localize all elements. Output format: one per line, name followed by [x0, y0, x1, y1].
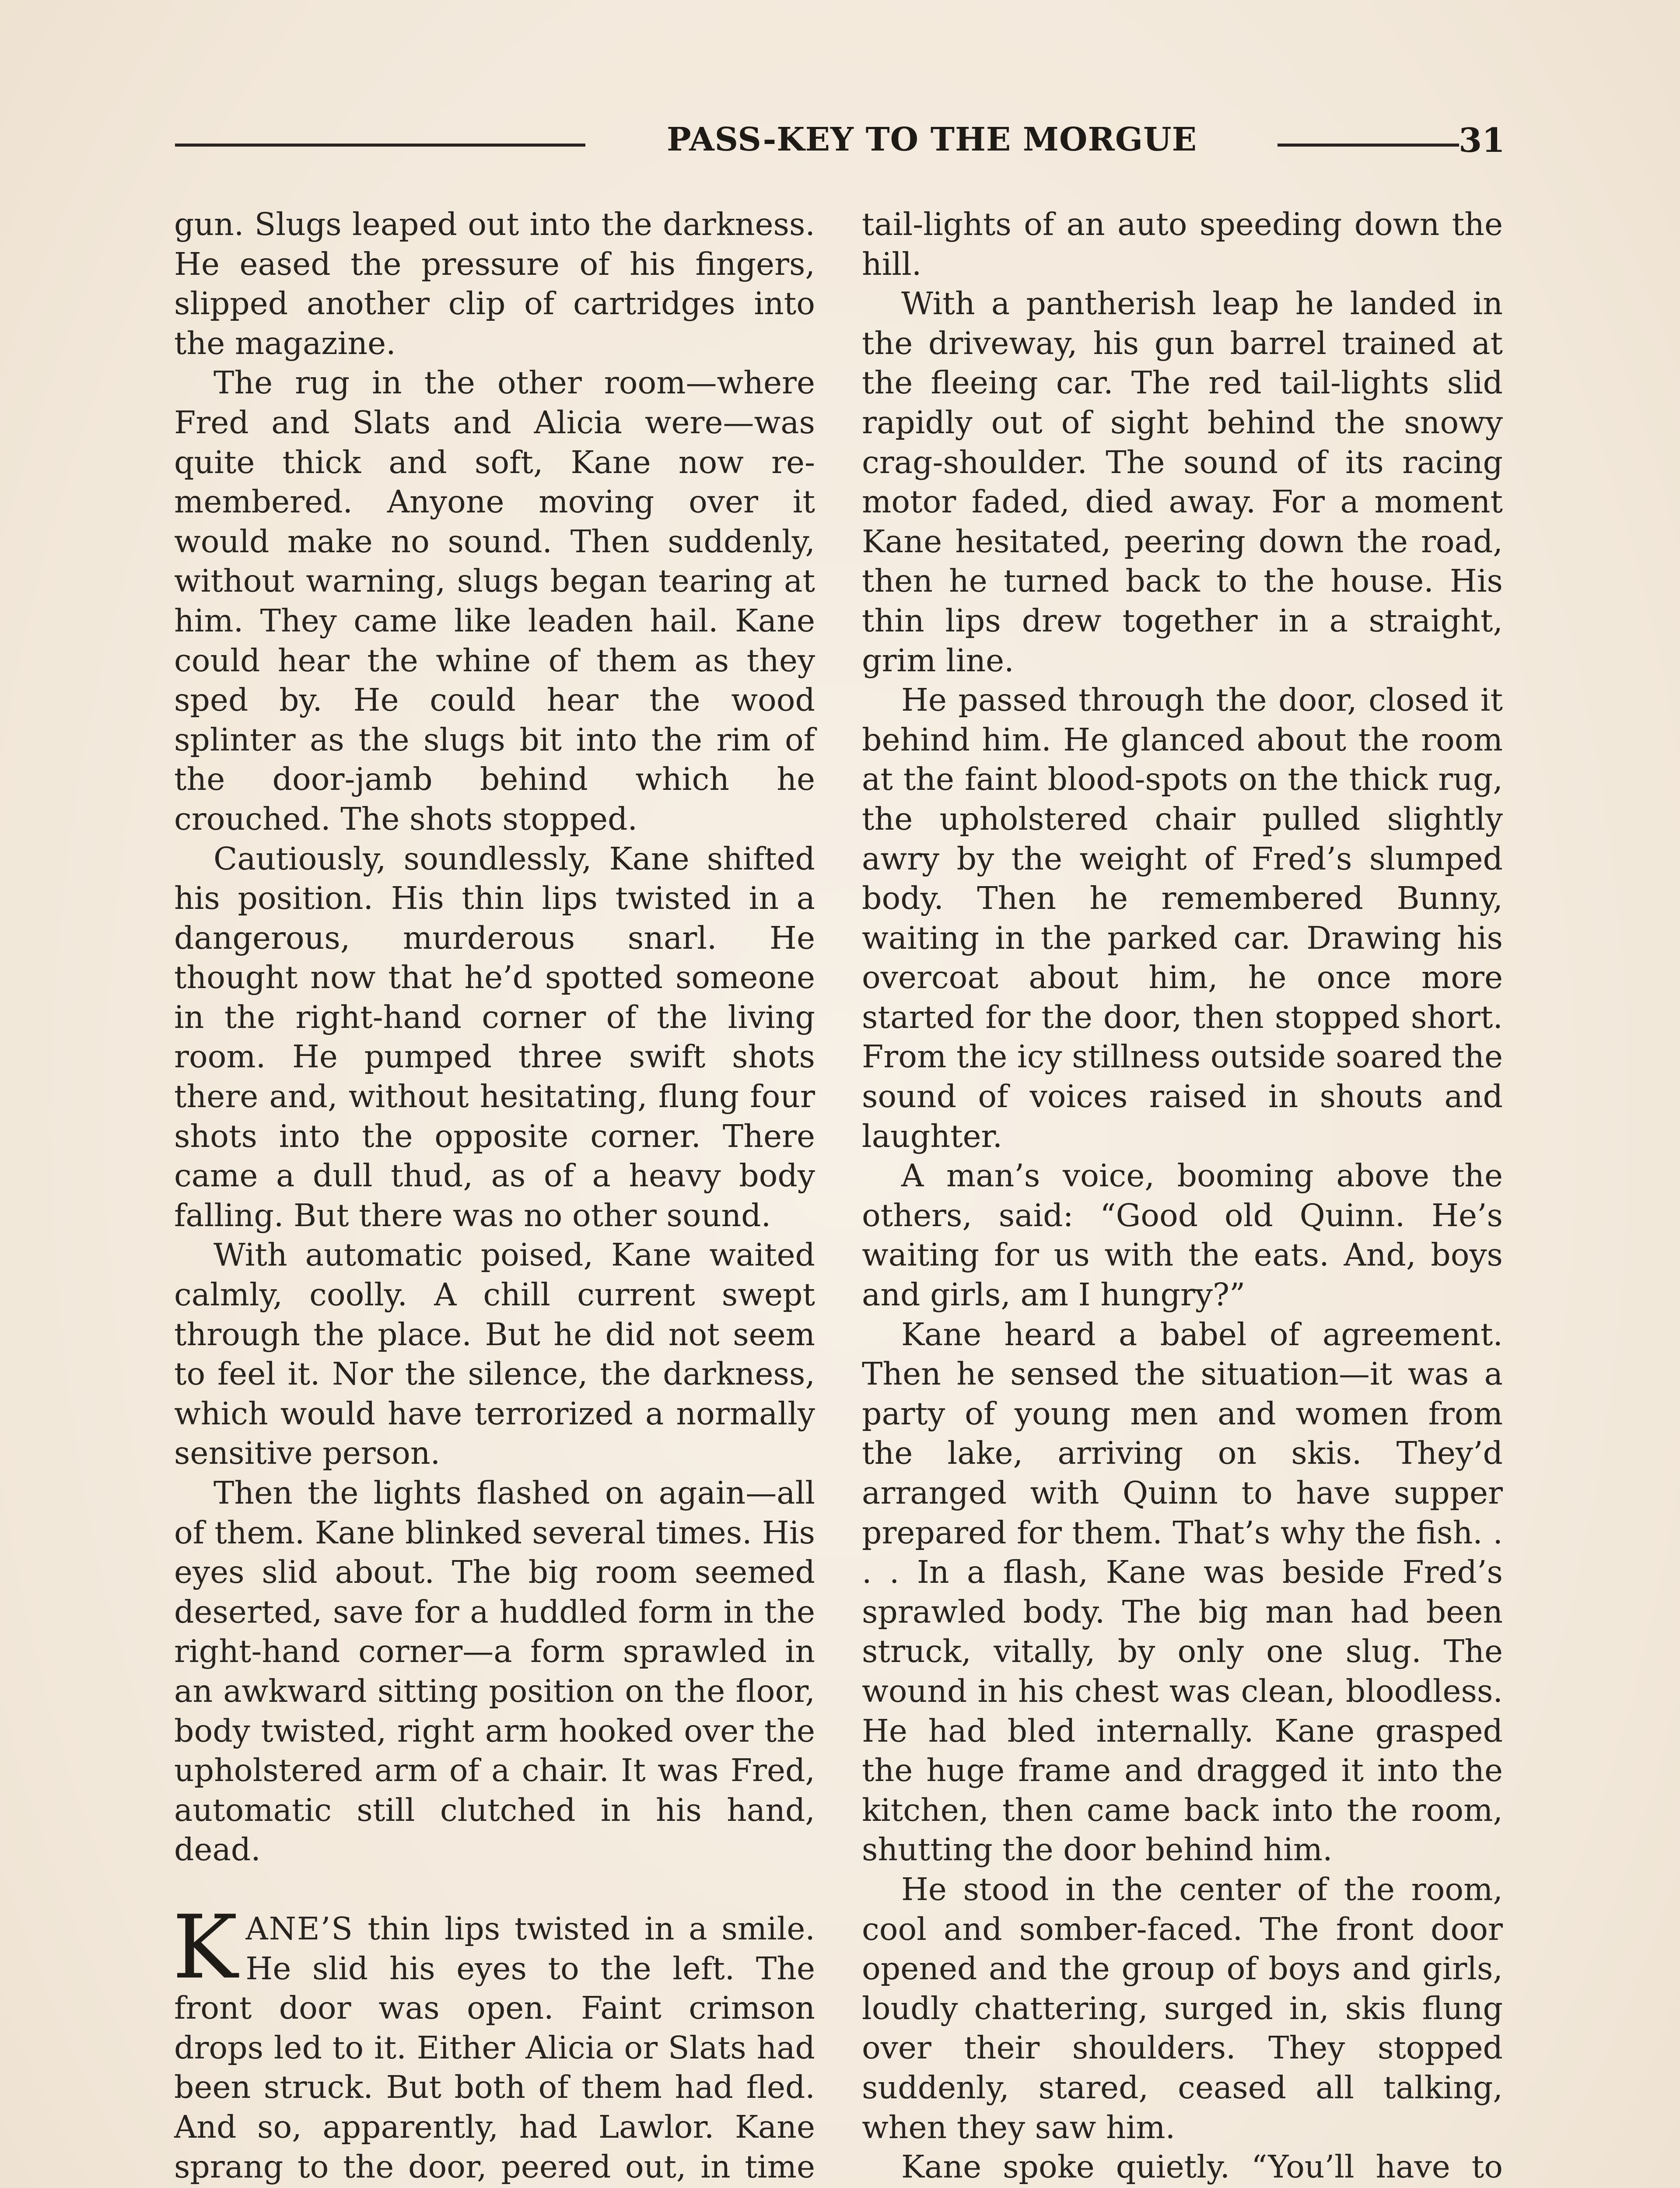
- header-rule-right: [1278, 144, 1459, 147]
- paragraph: Cautiously, soundlessly, Kane shifted his position. His thin lips twisted in a dangerous, murderous snarl. He thought now that he’d spotted someone in the right-hand corner of the living room. He pumped three swift shots there and, without hesitating, flung four shots into the opposite corner. There came a dull thud, as of a heavy body falling. But there was no other sound.: [174, 840, 815, 1234]
- paragraph: He passed through the door, closed it behind him. He glanced about the room at the faint blood-spots on the thick rug, the upholstered chair pulled slightly awry by the weight of Fred’s slumped body. Then he remembered Bunny, waiting in the parked car. Drawing his overcoat about him, he once more started for the door, then stopped short. From the icy stillness outside soared the sound of voices raised in shouts and laughter.: [862, 682, 1503, 1154]
- drop-cap-paragraph: [172, 1896, 815, 2188]
- small-caps-lead: ANE’S: [245, 1910, 354, 1947]
- paragraph: Then the lights flashed on again—all of them. Kane blinked several times. His eyes slid about. The big room seemed deserted, save for a huddled form in the right-hand corner—a form sprawled in an awkward sitting position on the floor, body twisted, right arm hooked over the upholstered arm of a chair. It was Fred, automatic still clutched in his hand, dead.: [174, 1475, 815, 1868]
- paragraph-text: thin lips twisted in a smile. He slid his eyes to the left. The front door was open. Faint crimson drops led to it. Either Alicia or Slats had been struck. But both of them had fled. And so, apparently, had Lawlor. Kane sprang to the door, peered out, in time: [174, 1910, 815, 2185]
- section-break: [174, 1870, 815, 1909]
- left-column: [174, 205, 815, 2188]
- paragraph: gun. Slugs leaped out into the darkness. He eased the pressure of his fingers, slipped another clip of cartridges into the magazine.: [174, 206, 815, 361]
- page-number: 31: [1459, 121, 1505, 160]
- paragraph: He stood in the center of the room, cool and somber-faced. The front door opened and the group of boys and girls, loudly chattering, surged in, skis flung over their shoulders. They stopped suddenly, stared, ceased all talking, when they saw him.: [862, 1871, 1503, 2146]
- running-header: [175, 117, 1505, 165]
- paragraph: The rug in the other room—where Fred and Slats and Alicia were—was quite thick and soft, Kane now remembered. Anyone moving over it would make no sound. Then suddenly, without warning, slugs began tearing at him. They came like leaden hail. Kane could hear the whine of them as they sped by. He could hear the wood splinter as the slugs bit into the rim of the door-jamb behind which he crouched. The shots stopped.: [174, 365, 815, 837]
- paragraph: With a pantherish leap he landed in the driveway, his gun barrel trained at the fleeing car. The red tail-lights slid rapidly out of sight behind the snowy crag-shoulder. The sound of its racing motor faded, died away. For a moment Kane hesitated, peering down the road, then he turned back to the house. His thin lips drew together in a straight, grim line.: [862, 285, 1503, 679]
- paragraph: tail-lights of an auto speeding down the hill.: [862, 206, 1503, 282]
- header-rule-left: [175, 144, 585, 147]
- paragraph: A man’s voice, booming above the others, said: “Good old Quinn. He’s waiting for us with the eats. And, boys and girls, am I hungry?”: [862, 1157, 1503, 1313]
- running-title: PASS-KEY TO THE MORGUE: [666, 121, 1197, 158]
- paragraph: With automatic poised, Kane waited calmly, coolly. A chill current swept through the place. But he did not seem to feel it. Nor the silence, the darkness, which would have terrorized a normally sensitive person.: [174, 1237, 815, 1472]
- right-column: [862, 205, 1503, 2188]
- paragraph: Kane spoke quietly. “You’ll have to: [901, 2149, 1503, 2185]
- drop-cap: K: [172, 1896, 238, 1999]
- paragraph: Kane heard a babel of agreement. Then he sensed the situation—it was a party of young men and women from the lake, arriving on skis. They’d arranged with Quinn to have supper prepared for them. That’s why the fish. . . . In a flash, Kane was beside Fred’s sprawled body. The big man had been struck, vitally, by only one slug. The wound in his chest was clean, bloodless. He had bled internally. Kane grasped the huge frame and dragged it into the kitchen, then came back into the room, shutting the door behind him.: [862, 1316, 1503, 1868]
